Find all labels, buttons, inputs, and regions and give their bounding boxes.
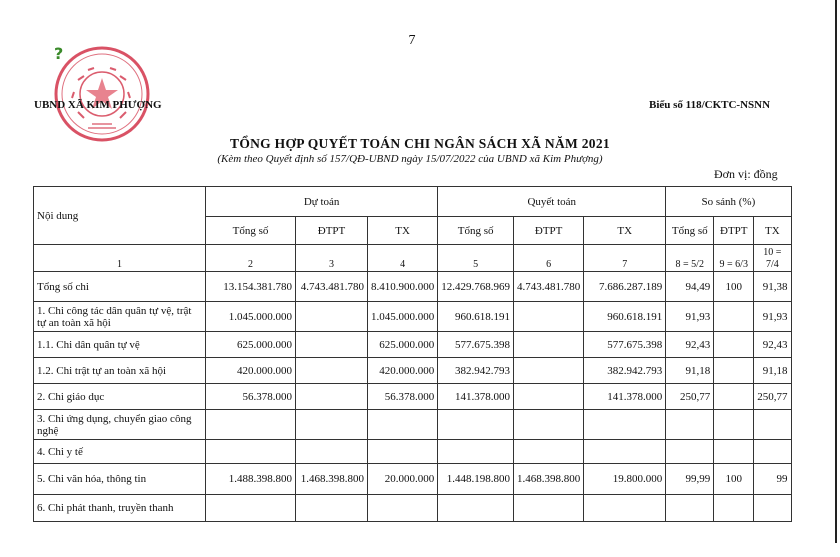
row-label: Tổng số chi <box>34 272 206 302</box>
row-value-cell <box>714 358 754 384</box>
row-value-cell: 1.468.398.800 <box>296 464 368 495</box>
row-value-cell <box>714 410 754 440</box>
row-label: 1.1. Chi dân quân tự vệ <box>34 332 206 358</box>
page-bottom-margin <box>0 543 840 557</box>
row-value-cell <box>438 440 514 464</box>
currency-unit: Đơn vị: đồng <box>714 167 778 181</box>
row-label: 4. Chi y tế <box>34 440 206 464</box>
row-value-cell: 420.000.000 <box>206 358 296 384</box>
header-budget: Dự toán <box>206 187 438 217</box>
row-value-cell <box>438 410 514 440</box>
row-value-cell: 100 <box>714 272 754 302</box>
row-value-cell <box>514 410 584 440</box>
row-value-cell <box>754 495 791 522</box>
table-row <box>34 384 792 410</box>
table-row <box>34 302 792 332</box>
table-row <box>34 464 792 495</box>
row-value-cell <box>514 302 584 332</box>
row-value-cell <box>754 410 791 440</box>
row-value-cell: 420.000.000 <box>368 358 438 384</box>
row-label: 1.2. Chi trật tự an toàn xã hội <box>34 358 206 384</box>
header-compare-total: Tổng số <box>666 217 714 245</box>
row-label: 5. Chi văn hóa, thông tin <box>34 464 206 495</box>
row-value-cell: 91,18 <box>754 358 791 384</box>
row-value-cell: 99,99 <box>666 464 714 495</box>
row-value-cell: 100 <box>714 464 754 495</box>
row-value-cell <box>514 440 584 464</box>
row-value-cell <box>206 495 296 522</box>
row-value-cell <box>206 440 296 464</box>
row-value-cell <box>296 302 368 332</box>
index-cell: 10 = 7/4 <box>754 245 791 272</box>
row-value-cell: 92,43 <box>754 332 791 358</box>
row-value-cell <box>368 440 438 464</box>
row-value-cell <box>666 440 714 464</box>
row-value-cell <box>368 410 438 440</box>
row-value-cell: 91,93 <box>754 302 791 332</box>
report-title: TỔNG HỢP QUYẾT TOÁN CHI NGÂN SÁCH XÃ NĂM 2021 <box>230 136 610 151</box>
row-value-cell: 94,49 <box>666 272 714 302</box>
row-value-cell: 20.000.000 <box>368 464 438 495</box>
table-row <box>34 440 792 464</box>
index-cell: 8 = 5/2 <box>666 245 714 272</box>
form-code: Biểu số 118/CKTC-NSNN <box>649 99 771 111</box>
header-budget-total: Tổng số <box>206 217 296 245</box>
index-cell: 6 <box>514 245 584 272</box>
row-label: 1. Chi công tác dân quân tự vệ, trật tự an toàn xã hội <box>34 302 206 332</box>
row-value-cell: 19.800.000 <box>584 464 666 495</box>
row-value-cell: 141.378.000 <box>438 384 514 410</box>
row-value-cell: 91,93 <box>666 302 714 332</box>
header-budget-tx: TX <box>368 217 438 245</box>
row-value-cell <box>514 358 584 384</box>
page-number: 7 <box>408 33 416 48</box>
header-settlement-tx: TX <box>584 217 666 245</box>
row-value-cell <box>206 410 296 440</box>
row-value-cell <box>296 410 368 440</box>
row-value-cell <box>514 332 584 358</box>
row-value-cell: 56.378.000 <box>368 384 438 410</box>
question-mark-icon: ? <box>54 44 64 63</box>
index-cell: 1 <box>34 245 206 272</box>
header-content: Nội dung <box>34 187 206 245</box>
row-value-cell <box>714 302 754 332</box>
row-value-cell: 56.378.000 <box>206 384 296 410</box>
row-value-cell: 382.942.793 <box>438 358 514 384</box>
row-value-cell: 382.942.793 <box>584 358 666 384</box>
row-value-cell <box>714 440 754 464</box>
row-value-cell: 1.045.000.000 <box>206 302 296 332</box>
row-value-cell: 625.000.000 <box>206 332 296 358</box>
page-right-border <box>835 0 837 557</box>
index-cell: 2 <box>206 245 296 272</box>
table-row <box>34 358 792 384</box>
report-subtitle: (Kèm theo Quyết định số 157/QĐ-UBND ngày 15/07/2022 của UBND xã Kim Phượng) <box>217 153 603 165</box>
row-value-cell: 4.743.481.780 <box>514 272 584 302</box>
header-settlement-total: Tổng số <box>438 217 514 245</box>
row-value-cell: 1.045.000.000 <box>368 302 438 332</box>
header-settlement-dtpt: ĐTPT <box>514 217 584 245</box>
row-value-cell: 91,18 <box>666 358 714 384</box>
official-seal-stamp <box>48 40 156 148</box>
header-compare: So sánh (%) <box>666 187 791 217</box>
index-cell: 5 <box>438 245 514 272</box>
row-value-cell <box>666 495 714 522</box>
header-settlement: Quyết toán <box>438 187 666 217</box>
row-value-cell <box>714 495 754 522</box>
table-row <box>34 272 792 302</box>
row-value-cell: 91,38 <box>754 272 791 302</box>
row-value-cell: 7.686.287.189 <box>584 272 666 302</box>
table-row <box>34 495 792 522</box>
row-value-cell: 1.488.398.800 <box>206 464 296 495</box>
row-value-cell <box>754 440 791 464</box>
row-value-cell <box>584 440 666 464</box>
row-value-cell <box>714 332 754 358</box>
row-value-cell: 250,77 <box>754 384 791 410</box>
row-value-cell: 625.000.000 <box>368 332 438 358</box>
row-value-cell: 577.675.398 <box>584 332 666 358</box>
row-value-cell: 960.618.191 <box>584 302 666 332</box>
row-value-cell: 99 <box>754 464 791 495</box>
index-cell: 9 = 6/3 <box>714 245 754 272</box>
table-body <box>34 272 792 522</box>
row-value-cell: 577.675.398 <box>438 332 514 358</box>
header-compare-tx: TX <box>754 217 791 245</box>
row-value-cell: 13.154.381.780 <box>206 272 296 302</box>
row-value-cell <box>666 410 714 440</box>
row-label: 2. Chi giáo dục <box>34 384 206 410</box>
row-value-cell: 12.429.768.969 <box>438 272 514 302</box>
budget-settlement-table <box>33 186 792 522</box>
row-value-cell: 250,77 <box>666 384 714 410</box>
index-cell: 3 <box>296 245 368 272</box>
issuer-name: UBND XÃ KIM PHƯỢNG <box>34 99 162 111</box>
row-value-cell <box>296 440 368 464</box>
row-value-cell: 92,43 <box>666 332 714 358</box>
row-value-cell: 960.618.191 <box>438 302 514 332</box>
row-value-cell <box>584 495 666 522</box>
row-value-cell <box>296 384 368 410</box>
row-value-cell: 1.448.198.800 <box>438 464 514 495</box>
row-value-cell <box>368 495 438 522</box>
row-label: 6. Chi phát thanh, truyền thanh <box>34 495 206 522</box>
table-row <box>34 332 792 358</box>
row-value-cell <box>714 384 754 410</box>
row-value-cell: 1.468.398.800 <box>514 464 584 495</box>
header-compare-dtpt: ĐTPT <box>714 217 754 245</box>
table-row <box>34 410 792 440</box>
row-value-cell <box>296 495 368 522</box>
index-cell: 4 <box>368 245 438 272</box>
row-value-cell <box>296 358 368 384</box>
row-label: 3. Chi ứng dụng, chuyển giao công nghệ <box>34 410 206 440</box>
row-value-cell <box>584 410 666 440</box>
header-budget-dtpt: ĐTPT <box>296 217 368 245</box>
row-value-cell: 141.378.000 <box>584 384 666 410</box>
row-value-cell: 4.743.481.780 <box>296 272 368 302</box>
row-value-cell <box>514 495 584 522</box>
index-cell: 7 <box>584 245 666 272</box>
row-value-cell <box>514 384 584 410</box>
row-value-cell: 8.410.900.000 <box>368 272 438 302</box>
row-value-cell <box>438 495 514 522</box>
row-value-cell <box>296 332 368 358</box>
